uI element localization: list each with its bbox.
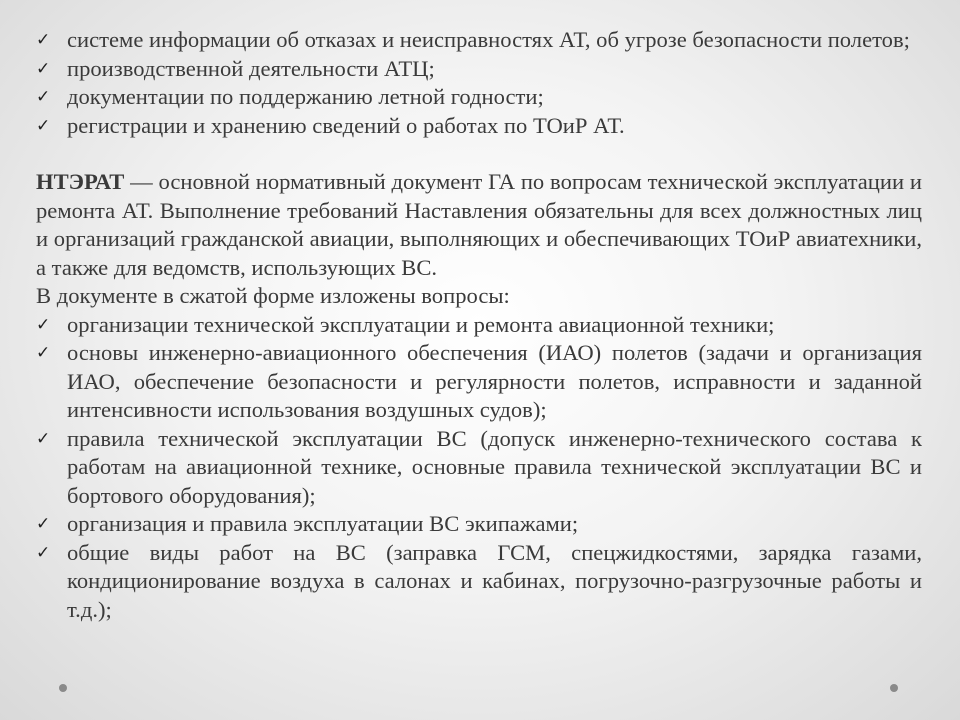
list-item-text: правила технической эксплуатации ВС (допуск инженерно-технического состава к работам на авиационной технике, основные правила технической эксплуатации ВС и бортового оборудования); [67, 425, 922, 508]
list-item-text: организация и правила эксплуатации ВС экипажами; [67, 511, 579, 536]
list-item-text: регистрации и хранению сведений о работах по ТОиР АТ. [67, 112, 625, 138]
decorative-dot-left [59, 684, 67, 692]
list-item [36, 339, 922, 425]
list-item [36, 539, 922, 625]
check-icon: ✓ [36, 58, 51, 79]
check-icon: ✓ [36, 514, 51, 534]
check-icon: ✓ [36, 428, 51, 449]
list-item [36, 83, 922, 112]
intro-paragraph: В документе в сжатой форме изложены вопросы: [36, 283, 510, 308]
definition-text: — основной нормативный документ ГА по вопросам технической эксплуатации и ремонта АТ. Выполнение требований Наставления обязательны для всех должностных лиц и организаций гражданской авиации, выполняющих и обеспечивающих ТОиР авиатехники, а также для ведомств, использующих ВС. [36, 169, 922, 280]
definition-paragraph [36, 168, 922, 282]
list-item-text: системе информации об отказах и неисправностях АТ, об угрозе безопасности полетов; [67, 27, 910, 52]
bottom-checklist [36, 311, 922, 625]
list-item [36, 55, 922, 84]
list-item-text: общие виды работ на ВС (заправка ГСМ, спецжидкостями, зарядка газами, кондиционирование воздуха в салонах и кабинах, погрузочно-разгрузочные работы и т.д.); [67, 539, 922, 622]
check-icon: ✓ [36, 30, 51, 50]
list-item [36, 112, 922, 141]
top-checklist [36, 26, 922, 140]
list-item [36, 311, 922, 340]
list-item-text: документации по поддержанию летной годности; [67, 84, 544, 109]
list-item [36, 510, 922, 539]
check-icon: ✓ [36, 542, 51, 563]
list-item-text: основы инженерно-авиационного обеспечения (ИАО) полетов (задачи и организация ИАО, обеспечение безопасности и регулярности полетов, исправности и заданной интенсивности использования воздушных судов); [67, 340, 922, 422]
check-icon: ✓ [36, 314, 51, 335]
check-icon: ✓ [36, 343, 51, 363]
check-icon: ✓ [36, 87, 51, 107]
list-item [36, 26, 922, 55]
decorative-dot-right [890, 684, 898, 692]
definition-term: НТЭРАТ [36, 169, 125, 194]
slide-content [36, 26, 922, 624]
list-item [36, 425, 922, 511]
spacer [36, 140, 922, 168]
check-icon: ✓ [36, 115, 51, 136]
list-item-text: организации технической эксплуатации и ремонта авиационной техники; [67, 311, 775, 337]
list-item-text: производственной деятельности АТЦ; [67, 55, 435, 81]
